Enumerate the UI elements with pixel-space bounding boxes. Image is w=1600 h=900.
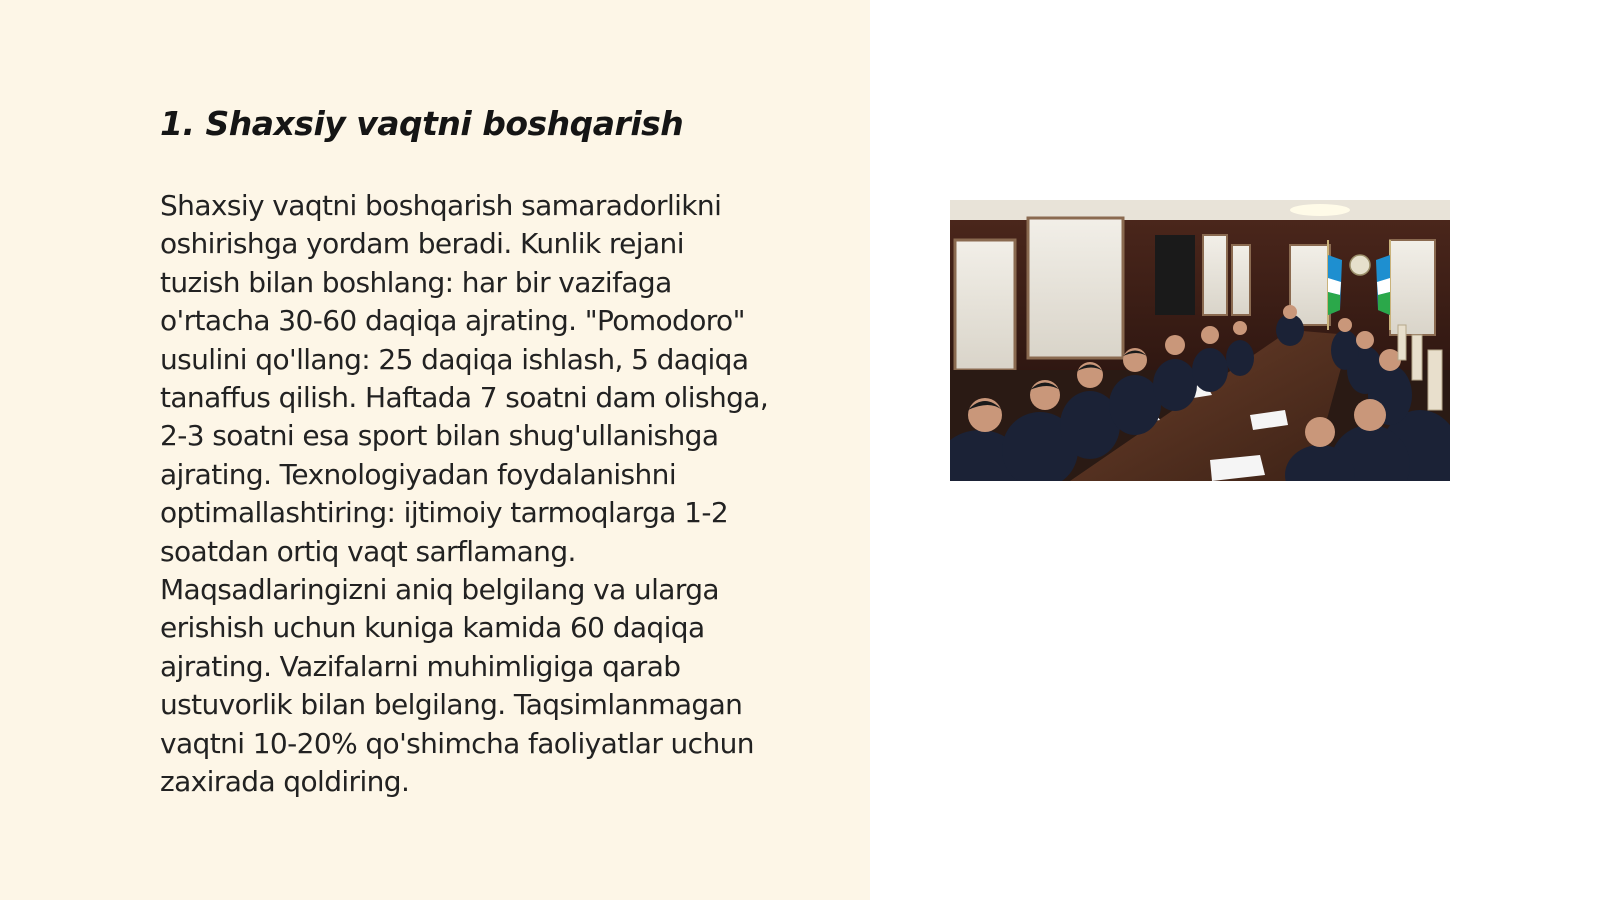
body-line: soatdan ortiq vaqt sarflamang.: [160, 534, 576, 568]
body-line: optimallashtiring: ijtimoiy tarmoqlarga 1-2: [160, 496, 729, 530]
body-line: zaxirada qoldiring.: [160, 765, 410, 799]
body-line: Maqsadlaringizni aniq belgilang va ularga: [160, 573, 719, 607]
body-line: tanaffus qilish. Haftada 7 soatni dam olishga,: [160, 381, 769, 415]
body-line: oshirishga yordam beradi. Kunlik rejani: [160, 227, 684, 261]
meeting-photo: [950, 200, 1450, 481]
body-line: ustuvorlik bilan belgilang. Taqsimlanmagan: [160, 688, 743, 722]
body-line: 2-3 soatni esa sport bilan shug'ullanishga: [160, 419, 719, 453]
body-line: o'rtacha 30-60 daqiqa ajrating. "Pomodoro": [160, 304, 745, 338]
body-line: tuzish bilan boshlang: har bir vazifaga: [160, 265, 672, 299]
body-line: usulini qo'llang: 25 daqiqa ishlash, 5 daqiqa: [160, 342, 749, 376]
body-line: ajrating. Vazifalarni muhimligiga qarab: [160, 649, 681, 683]
slide-body: [160, 187, 850, 802]
body-line: Shaxsiy vaqtni boshqarish samaradorlikni: [160, 189, 722, 222]
body-line: erishish uchun kuniga kamida 60 daqiqa: [160, 611, 705, 645]
body-line: ajrating. Texnologiyadan foydalanishni: [160, 457, 676, 491]
body-line: vaqtni 10-20% qo'shimcha faoliyatlar uchun: [160, 726, 754, 760]
meeting-room-illustration: [950, 200, 1450, 481]
slide-title: 1. Shaxsiy vaqtni boshqarish: [160, 104, 684, 143]
